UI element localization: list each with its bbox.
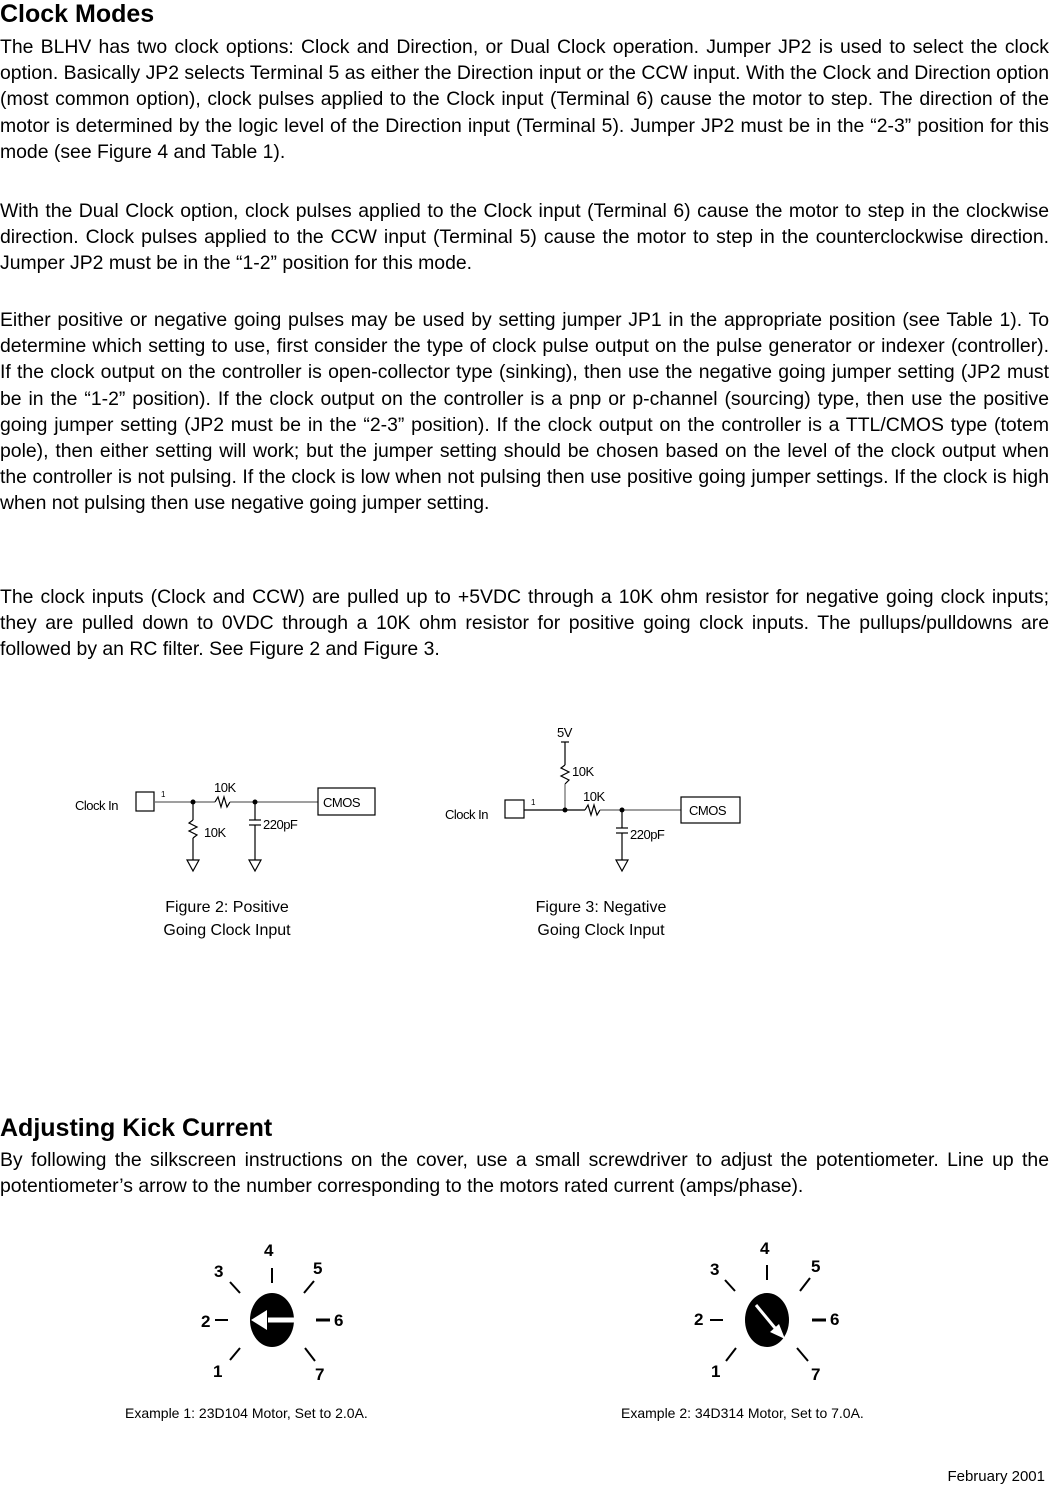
junction-dot bbox=[191, 800, 196, 805]
input-terminal bbox=[505, 800, 524, 818]
dial-number: 5 bbox=[313, 1259, 323, 1278]
capacitor-label: 220pF bbox=[630, 827, 665, 842]
junction-dot bbox=[563, 808, 568, 813]
clock-in-label: Clock In bbox=[445, 807, 488, 822]
series-resistor-label: 10K bbox=[583, 789, 605, 804]
supply-label: 5V bbox=[557, 725, 572, 740]
ground-icon bbox=[187, 860, 199, 871]
paragraph-pullups: The clock inputs (Clock and CCW) are pulled up to +5VDC through a 10K ohm resistor for negative going clock inputs; they are pulled down to 0VDC through a 10K ohm resistor for positive going clock inputs. The pullups/pulldowns are followed by an RC filter. See Figure 2 and Figure 3. bbox=[0, 586, 1049, 661]
pullup-resistor-label: 10K bbox=[572, 764, 594, 779]
dial-1-caption: Example 1: 23D104 Motor, Set to 2.0A. bbox=[125, 1405, 368, 1421]
dial-number: 1 bbox=[213, 1362, 223, 1381]
series-resistor-label: 10K bbox=[214, 780, 236, 795]
dial-number: 2 bbox=[694, 1310, 704, 1329]
dial-number: 6 bbox=[334, 1311, 344, 1330]
pullup-resistor-icon bbox=[561, 765, 569, 784]
potentiometer-dial-2 bbox=[694, 1239, 839, 1384]
series-resistor-icon bbox=[215, 797, 230, 807]
dial-number: 5 bbox=[811, 1257, 821, 1276]
caption-line: Going Clock Input bbox=[163, 922, 291, 939]
junction-dot bbox=[620, 808, 625, 813]
dial-2-caption: Example 2: 34D314 Motor, Set to 7.0A. bbox=[621, 1405, 864, 1421]
section-title-kick-current: Adjusting Kick Current bbox=[0, 1114, 273, 1142]
ground-icon bbox=[616, 860, 628, 871]
pulldown-resistor-label: 10K bbox=[204, 825, 226, 840]
clock-in-label: Clock In bbox=[75, 798, 118, 813]
dial-number: 3 bbox=[710, 1260, 720, 1279]
dial-number: 1 bbox=[711, 1362, 721, 1381]
paragraph-clock-options: The BLHV has two clock options: Clock and Direction, or Dual Clock operation. Jumper JP2 is used to select the clock option. Basically JP2 selects Terminal 5 as either the Direction input or the CCW input. With the Clock and Direction option (most common option), clock pulses applied to the Clock input (Terminal 6) cause the motor to step. The direction of the motor is determined by the logic level of the Direction input (Terminal 5). Jumper JP2 must be in the “2-3” position for this mode (see Figure 4 and Table 1). bbox=[0, 36, 1049, 163]
figure-3-caption bbox=[501, 896, 701, 942]
series-resistor-icon bbox=[585, 805, 600, 815]
footer-date: February 2001 bbox=[947, 1468, 1045, 1485]
section-title-clock-modes: Clock Modes bbox=[0, 0, 155, 28]
dial-number: 6 bbox=[830, 1310, 840, 1329]
dial-number: 4 bbox=[760, 1239, 770, 1258]
ground-icon bbox=[249, 860, 261, 871]
pin-label: 1 bbox=[161, 790, 166, 799]
caption-line: Figure 3: Negative bbox=[535, 899, 667, 916]
figure-2-caption bbox=[127, 896, 327, 942]
junction-dot bbox=[253, 800, 258, 805]
pulldown-resistor-icon bbox=[189, 820, 197, 838]
paragraph-kick-current: By following the silkscreen instructions on the cover, use a small screwdriver to adjust the potentiometer. Line up the potentiometer’s arrow to the number corresponding to the motors rated current (amps/phase). bbox=[0, 1149, 1049, 1198]
cmos-label: CMOS bbox=[689, 803, 726, 818]
capacitor-label: 220pF bbox=[263, 817, 298, 832]
cmos-label: CMOS bbox=[323, 795, 360, 810]
potentiometer-dial-1 bbox=[201, 1241, 343, 1384]
caption-line: Figure 2: Positive bbox=[165, 899, 289, 916]
caption-line: Going Clock Input bbox=[537, 922, 665, 939]
dial-number: 2 bbox=[201, 1312, 211, 1331]
paragraph-pulse-polarity: Either positive or negative going pulses may be used by setting jumper JP1 in the appropriate position (see Table 1). To determine which setting to use, first consider the type of clock pulse output on the pulse generator or indexer (controller). If the clock output on the controller is open-collector type (sinking), then use the negative going jumper setting (JP2 must be in the “1-2” position). If the clock output on the controller is a pnp or p-channel (sourcing) type, then use the positive going jumper setting (JP2 must be in the “2-3” position). If the clock output on the controller is a TTL/CMOS type (totem pole), then either setting will work; but the jumper setting should be chosen based on the level of the clock output when the controller is not pulsing. If the clock is low when not pulsing then use positive going jumper settings. If the clock is high when not pulsing then use negative going jumper setting. bbox=[0, 309, 1049, 515]
dial-number: 3 bbox=[214, 1262, 224, 1281]
dial-number: 7 bbox=[315, 1365, 325, 1384]
dial-number: 4 bbox=[264, 1241, 274, 1260]
input-terminal bbox=[136, 792, 154, 811]
dial-number: 7 bbox=[811, 1365, 821, 1384]
pin-label: 1 bbox=[531, 798, 536, 807]
paragraph-dual-clock: With the Dual Clock option, clock pulses applied to the Clock input (Terminal 6) cause the motor to step in the clockwise direction. Clock pulses applied to the CCW input (Terminal 5) cause the motor to step in the counterclockwise direction. Jumper JP2 must be in the “1-2” position for this mode. bbox=[0, 200, 1049, 275]
